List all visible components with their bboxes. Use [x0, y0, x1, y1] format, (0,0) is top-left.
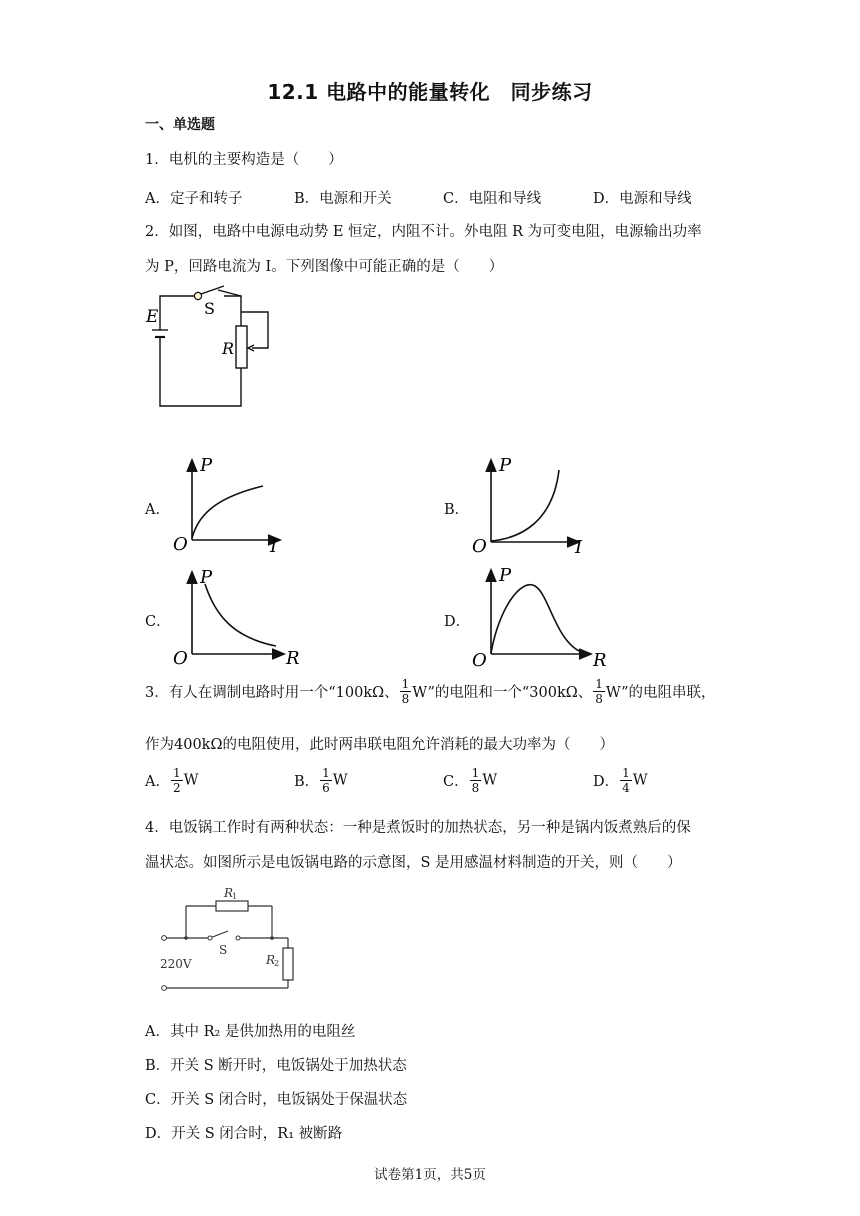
terminal-icon [162, 936, 167, 941]
circuit-label-voltage: 220V [160, 957, 192, 971]
axis-label-origin: O [472, 536, 487, 554]
axis-label-r: R [593, 650, 607, 670]
q3-fraction-2 [593, 678, 605, 705]
terminal-icon [162, 986, 167, 991]
fraction-denominator: 6 [322, 781, 330, 795]
q2-option-c-label: C． [145, 614, 171, 630]
circuit-label-r2: R [266, 953, 276, 967]
q3-text-part3: W”的电阻串联， [605, 685, 716, 701]
switch-contact-icon [236, 936, 240, 940]
q2-option-d-label: D． [444, 614, 471, 630]
option-label: C． [443, 774, 469, 790]
fraction-numerator: 1 [622, 766, 630, 780]
option-label: D． [593, 774, 620, 790]
circuit-label-r1: R [224, 886, 234, 900]
q3-option-b [294, 767, 348, 794]
q2-option-a-label: A． [145, 502, 170, 518]
fraction-numerator: 1 [322, 766, 330, 780]
q3-option-d [593, 767, 648, 794]
q3-text-part1: 3．有人在调制电路时用一个“100kΩ、 [145, 685, 399, 701]
q2-curve-d [491, 585, 581, 653]
section-heading: 一、单选题 [145, 117, 215, 133]
q1-option-b: B．电源和开关 [294, 191, 392, 207]
option-label: A． [145, 774, 170, 790]
axis-label-p: P [499, 565, 512, 586]
q3-stem-line2: 作为400kΩ的电阻使用，此时两串联电阻允许消耗的最大功率为（ ） [145, 737, 614, 753]
axis-label-origin: O [173, 648, 188, 666]
q3-option-c [443, 767, 497, 794]
option-label: B． [294, 774, 320, 790]
q1-option-a: A．定子和转子 [145, 191, 243, 207]
circuit-label-r2-subscript: 2 [274, 959, 280, 968]
q4-option-d: D．开关 S 闭合时，R₁ 被断路 [145, 1126, 343, 1142]
axis-label-origin: O [173, 534, 188, 554]
q3-stem-line1 [145, 678, 715, 705]
q3-text-part2: W”的电阻和一个“300kΩ、 [412, 685, 593, 701]
fraction-denominator: 8 [471, 781, 480, 795]
axis-label-i: I [575, 537, 583, 554]
q2-curve-c [205, 584, 276, 646]
q4-option-b: B．开关 S 断开时，电饭锅处于加热状态 [145, 1058, 407, 1074]
q2-option-b-label: B． [444, 502, 470, 518]
q1-option-d: D．电源和导线 [593, 191, 692, 207]
fraction-numerator: 1 [471, 766, 480, 780]
q2-graph-d [467, 562, 617, 670]
fraction-denominator: 4 [622, 781, 630, 795]
q3-fraction-1 [400, 678, 412, 705]
axis-label-r: R [286, 648, 300, 666]
q2-stem-line2: 为 P，回路电流为 I。下列图像中可能正确的是（ ） [145, 259, 504, 275]
option-unit: W [632, 772, 648, 789]
q4-option-c: C．开关 S 闭合时，电饭锅处于保温状态 [145, 1092, 408, 1108]
q3-option-a [145, 767, 199, 794]
switch-contact-icon [194, 292, 201, 299]
q1-stem: 1．电机的主要构造是（ ） [145, 152, 343, 168]
axis-label-p: P [200, 567, 213, 588]
fraction-denominator: 2 [172, 781, 181, 795]
axis-label-origin: O [472, 650, 487, 670]
q2-curve-b [491, 470, 559, 541]
q4-circuit-diagram [150, 882, 310, 998]
q2-stem-line1: 2．如图，电路中电源电动势 E 恒定，内阻不计。外电阻 R 为可变电阻，电源输出功率 [145, 224, 702, 240]
fraction-numerator: 1 [595, 677, 603, 691]
fraction-denominator: 8 [595, 692, 603, 706]
circuit-label-e: E [146, 307, 159, 327]
junction-dot-icon [270, 936, 274, 940]
page-title: 12.1 电路中的能量转化 同步练习 [267, 80, 593, 104]
axis-label-i: I [270, 536, 278, 554]
q4-stem-line1: 4．电饭锅工作时有两种状态：一种是煮饭时的加热状态，另一种是锅内饭煮熟后的保 [145, 820, 691, 836]
q4-option-a: A．其中 R₂ 是供加热用的电阻丝 [145, 1024, 356, 1040]
circuit-label-s: S [204, 299, 215, 318]
q2-curve-a [192, 486, 263, 538]
circuit-label-s: S [219, 943, 228, 957]
option-unit: W [332, 772, 348, 789]
q1-option-c: C．电阻和导线 [443, 191, 542, 207]
q2-graph-c [168, 566, 308, 666]
page-footer: 试卷第1页，共5页 [374, 1167, 486, 1183]
q2-graph-b [467, 454, 597, 554]
junction-dot-icon [184, 936, 188, 940]
switch-contact-icon [208, 936, 212, 940]
circuit-label-r: R [222, 339, 235, 358]
axis-label-p: P [200, 455, 213, 476]
q2-circuit-diagram [140, 282, 280, 412]
option-unit: W [183, 772, 199, 789]
circuit-label-r1-subscript: 1 [232, 892, 238, 901]
option-unit: W [482, 772, 498, 789]
q2-graph-a [168, 454, 298, 554]
fraction-numerator: 1 [172, 766, 181, 780]
fraction-numerator: 1 [401, 677, 410, 691]
fraction-denominator: 8 [401, 692, 410, 706]
q4-stem-line2: 温状态。如图所示是电饭锅电路的示意图，S 是用感温材料制造的开关，则（ ） [145, 855, 682, 871]
axis-label-p: P [499, 455, 512, 476]
